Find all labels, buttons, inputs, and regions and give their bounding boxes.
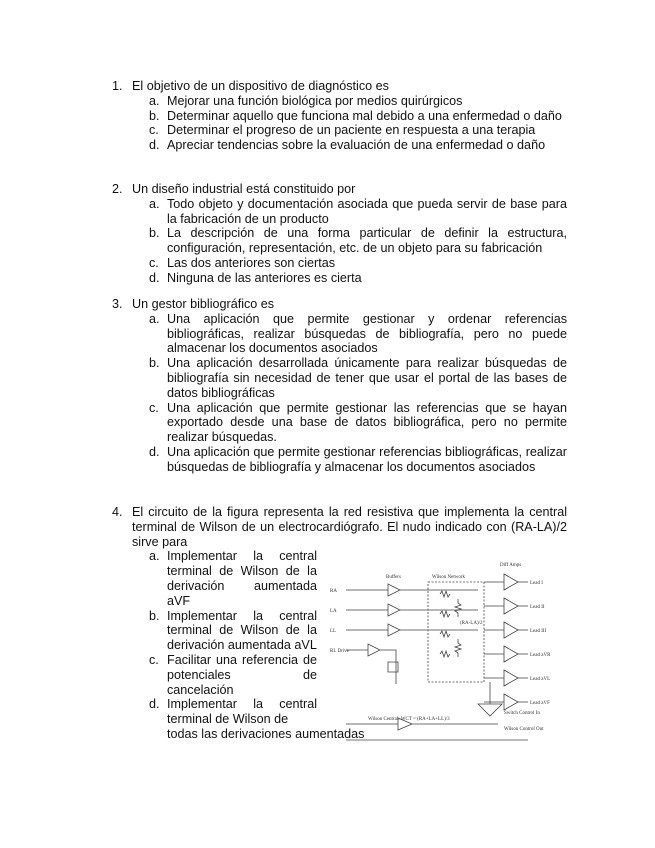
option-a: a. Una aplicación que permite gestionar y ordenar referencias bibliográficas, realizar búsquedas de bibliografía, pero no puede almacenar los documentos asociados [149, 311, 567, 356]
option-d: d. Una aplicación que permite gestionar referencias bibliográficas, realizar búsquedas de bibliografía y almacenar los documentos asociados [149, 444, 567, 474]
option-a: a. Todo objeto y documentación asociada que pueda servir de base para la fabricación de un producto [149, 196, 567, 226]
question-text: El circuito de la figura representa la red resistiva que implementa la central terminal de Wilson de un electrocardiógrafo. El nudo indicado con (RA-LA)/2 sirve para [132, 505, 567, 549]
node-label: (RA-LA)/2 [460, 621, 483, 626]
option-c: c. Las dos anteriores son ciertas [149, 255, 336, 270]
input-rl-label: RL Drive [330, 649, 349, 654]
option-c: c. Facilitar una referencia de potenciales de cancelación [149, 652, 317, 697]
question-number: 1. [112, 79, 123, 93]
option-d-tail: todas las derivaciones aumentadas [167, 726, 365, 741]
network-label: Wilson Network [432, 575, 465, 580]
input-ll-label: LL [330, 629, 337, 634]
output-lead-iii: Lead III [530, 629, 547, 634]
input-la-label: LA [330, 609, 337, 614]
option-b: b. La descripción de una forma particular de definir la estructura, configuración, representación, etc. de un objeto para su fabricación [149, 226, 567, 256]
option-d: d. Apreciar tendencias sobre la evaluación de una enfermedad o daño [149, 138, 546, 153]
wilson-control-label: Wilson Control Out [504, 727, 544, 732]
question-3 [112, 297, 567, 475]
option-d: d. Ninguna de las anteriores es cierta [149, 270, 362, 285]
wilson-central-label: Wilson Central: WCT = (RA+LA+LL)/3 [368, 717, 450, 722]
buffer-label: Buffers [386, 575, 401, 580]
question-text: Un diseño industrial está constituido por [132, 182, 356, 196]
option-b: b. Una aplicación desarrollada únicamente para realizar búsquedas de bibliografía sin necesidad de tener que usar el portal de las bases de datos bibliográficas [149, 356, 567, 400]
option-b: b. Implementar la central terminal de Wilson de la derivación aumentada aVL [149, 608, 317, 653]
wilson-circuit-figure [328, 554, 566, 744]
option-b: b. Determinar aquello que funciona mal debido a una enfermedad o daño [149, 108, 562, 123]
output-lead-avf: Lead aVF [530, 701, 550, 706]
question-number: 2. [112, 182, 123, 196]
switch-control-label: Switch Control In [504, 711, 540, 716]
question-text: El objetivo de un dispositivo de diagnóstico es [132, 79, 389, 93]
option-c: c. Una aplicación que permite gestionar las referencias que se hayan exportado desde una base de datos bibliográfica, pero no permite realizar búsquedas. [149, 400, 567, 445]
output-lead-avl: Lead aVL [530, 677, 551, 682]
question-2 [112, 182, 567, 286]
option-c: c. Determinar el progreso de un paciente en respuesta a una terapia [149, 123, 536, 138]
question-number: 4. [112, 505, 123, 519]
input-ra-label: RA [330, 589, 337, 594]
question-number: 3. [112, 297, 123, 311]
option-a: a. Implementar la central terminal de Wilson de la derivación aumentada aVF [149, 549, 317, 608]
option-d: d. Implementar la central terminal de Wilson de [149, 697, 317, 727]
diffamp-label: Diff Amps [500, 563, 522, 568]
output-lead-ii: Lead II [530, 605, 545, 610]
question-1 [112, 79, 567, 153]
option-a: a. Mejorar una función biológica por medios quirúrgicos [149, 93, 463, 108]
output-lead-avr: Lead aVR [530, 653, 551, 658]
output-lead-i: Lead I [530, 581, 543, 586]
question-text: Un gestor bibliográfico es [132, 297, 275, 311]
